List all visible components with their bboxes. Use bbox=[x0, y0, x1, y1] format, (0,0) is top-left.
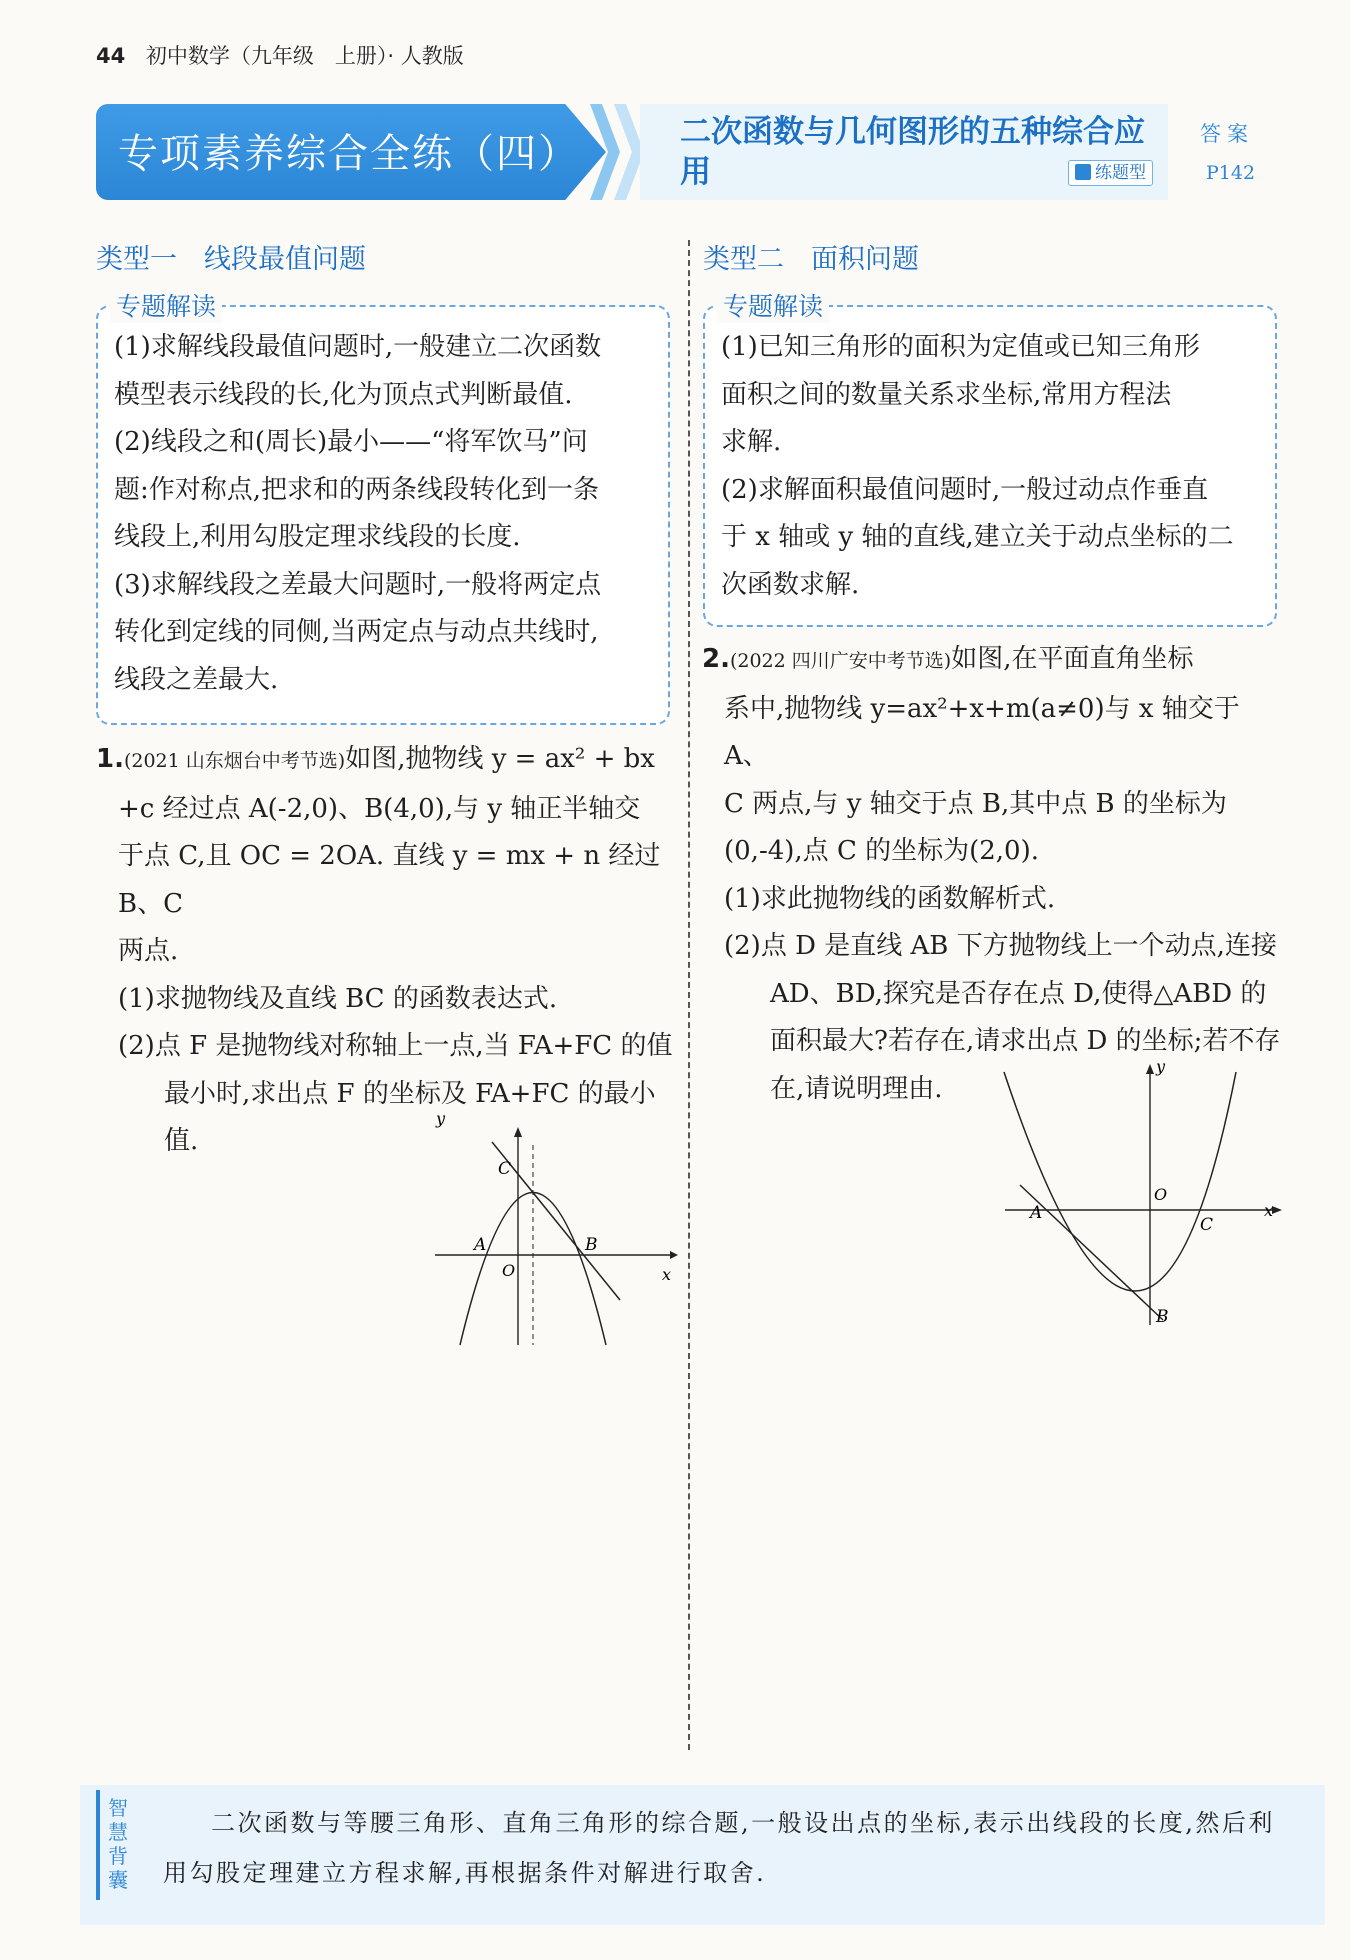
label-c: C bbox=[498, 1159, 512, 1179]
problem2-number: 2. bbox=[702, 644, 730, 674]
practice-type-label: 练题型 bbox=[1095, 163, 1146, 183]
problem2-text: 如图,在平面直角坐标 bbox=[951, 644, 1194, 674]
tip-label: 智慧背囊 bbox=[108, 1796, 128, 1892]
book-title: 初中数学（九年级 上册）· 人教版 bbox=[145, 44, 464, 68]
problem2-line: (0,-4),点 C 的坐标为(2,0). bbox=[724, 836, 1040, 866]
parabola bbox=[1004, 1072, 1236, 1291]
label-o: O bbox=[1154, 1185, 1168, 1204]
problem1-line: +c 经过点 A(-2,0)、B(4,0),与 y 轴正半轴交 bbox=[118, 793, 641, 824]
parabola bbox=[460, 1193, 606, 1346]
label-y: y bbox=[1156, 1057, 1166, 1076]
banner-subtitle: 二次函数与几何图形的五种综合应用 bbox=[680, 114, 1145, 190]
answer-label: 答案 bbox=[1200, 122, 1254, 146]
section1-box-title: 专题解读 bbox=[110, 287, 222, 323]
problem2-part1: (1)求此抛物线的函数解析式. bbox=[724, 883, 1056, 914]
label-a: A bbox=[474, 1235, 487, 1255]
text-line: (1)求解线段最值问题时,一般建立二次函数 bbox=[114, 332, 602, 362]
text-line: 转化到定线的同侧,当两定点与动点共线时, bbox=[114, 617, 599, 647]
section2-box-title: 专题解读 bbox=[717, 287, 829, 323]
problem2-source: (2022 四川广安中考节选) bbox=[729, 650, 952, 672]
answer-page: P142 bbox=[1206, 162, 1256, 184]
problem2 bbox=[702, 636, 1282, 1113]
problem1-part1: (1)求抛物线及直线 BC 的函数表达式. bbox=[118, 983, 558, 1014]
section1-heading: 类型一 线段最值问题 bbox=[96, 244, 366, 275]
column-divider bbox=[688, 240, 690, 1750]
problem1-text: 如图,抛物线 y = ax² + bx bbox=[345, 744, 655, 774]
text-line: 模型表示线段的长,化为顶点式判断最值. bbox=[114, 379, 573, 410]
problem2-line: C 两点,与 y 轴交于点 B,其中点 B 的坐标为 bbox=[724, 788, 1227, 819]
tip-accent-bar bbox=[96, 1790, 100, 1900]
text-line: 面积之间的数量关系求坐标,常用方程法 bbox=[721, 379, 1172, 410]
label-a: A bbox=[1030, 1203, 1043, 1223]
text-line: (2)求解面积最值问题时,一般过动点作垂直 bbox=[721, 474, 1209, 505]
problem1-part2: (2)点 F 是抛物线对称轴上一点,当 FA+FC 的值最小时,求出点 F 的坐标及 FA+FC 的最小值. bbox=[118, 1031, 673, 1156]
problem2-figure bbox=[1000, 1057, 1290, 1330]
label-x: x bbox=[1264, 1201, 1274, 1220]
x-axis-arrow-icon bbox=[670, 1251, 678, 1259]
text-line: 于 x 轴或 y 轴的直线,建立关于动点坐标的二 bbox=[721, 522, 1234, 552]
text-line: 求解. bbox=[721, 427, 782, 457]
text-line: (1)已知三角形的面积为定值或已知三角形 bbox=[721, 332, 1200, 362]
problem2-line: 系中,抛物线 y=ax²+x+m(a≠0)与 x 轴交于 A、 bbox=[724, 693, 1240, 771]
label-y: y bbox=[436, 1109, 446, 1128]
problem1 bbox=[96, 736, 676, 1166]
problem1-line: 两点. bbox=[118, 936, 179, 966]
text-line: 线段上,利用勾股定理求线段的长度. bbox=[114, 522, 521, 552]
text-line: (3)求解线段之差最大问题时,一般将两定点 bbox=[114, 569, 602, 600]
section1-box-text bbox=[114, 324, 659, 704]
page-number: 44 bbox=[96, 44, 126, 68]
label-o: O bbox=[502, 1261, 516, 1280]
practice-type-tag bbox=[1068, 160, 1153, 186]
banner-title: 专项素养综合全练（四） bbox=[118, 131, 580, 177]
text-line: (2)线段之和(周长)最小——“将军饮马”问 bbox=[114, 427, 588, 457]
problem1-line: 于点 C,且 OC = 2OA. 直线 y = mx + n 经过 B、C bbox=[118, 841, 661, 919]
problem2-line bbox=[702, 636, 1282, 686]
problem1-line bbox=[96, 736, 676, 786]
section2-heading: 类型二 面积问题 bbox=[703, 244, 919, 275]
text-line: 题:作对称点,把求和的两条线段转化到一条 bbox=[114, 474, 600, 505]
problem2-part2: (2)点 D 是直线 AB 下方抛物线上一个动点,连接 AD、BD,探究是否存在点 D,使得△ABD 的面积最大?若存在,请求出点 D 的坐标;若不存在,请说明理由. bbox=[724, 931, 1281, 1104]
label-c: C bbox=[1200, 1215, 1214, 1235]
pen-icon bbox=[1075, 164, 1091, 180]
text-line: 次函数求解. bbox=[721, 569, 860, 600]
section2-box-text bbox=[721, 324, 1266, 609]
y-axis-arrow-icon bbox=[514, 1127, 522, 1137]
problem1-figure bbox=[430, 1109, 680, 1350]
label-b: B bbox=[1156, 1307, 1169, 1327]
label-x: x bbox=[662, 1265, 672, 1284]
y-axis-arrow-icon bbox=[1146, 1064, 1154, 1074]
tip-text: 二次函数与等腰三角形、直角三角形的综合题,一般设出点的坐标,表示出线段的长度,然后利用勾股定理建立方程求解,再根据条件对解进行取舍. bbox=[163, 1809, 1275, 1887]
problem1-source: (2021 山东烟台中考节选) bbox=[123, 750, 346, 772]
text-line: 线段之差最大. bbox=[114, 664, 279, 695]
x-axis-arrow-icon bbox=[1272, 1206, 1282, 1214]
problem1-number: 1. bbox=[96, 744, 124, 774]
page-header bbox=[96, 40, 464, 70]
label-b: B bbox=[585, 1235, 598, 1255]
